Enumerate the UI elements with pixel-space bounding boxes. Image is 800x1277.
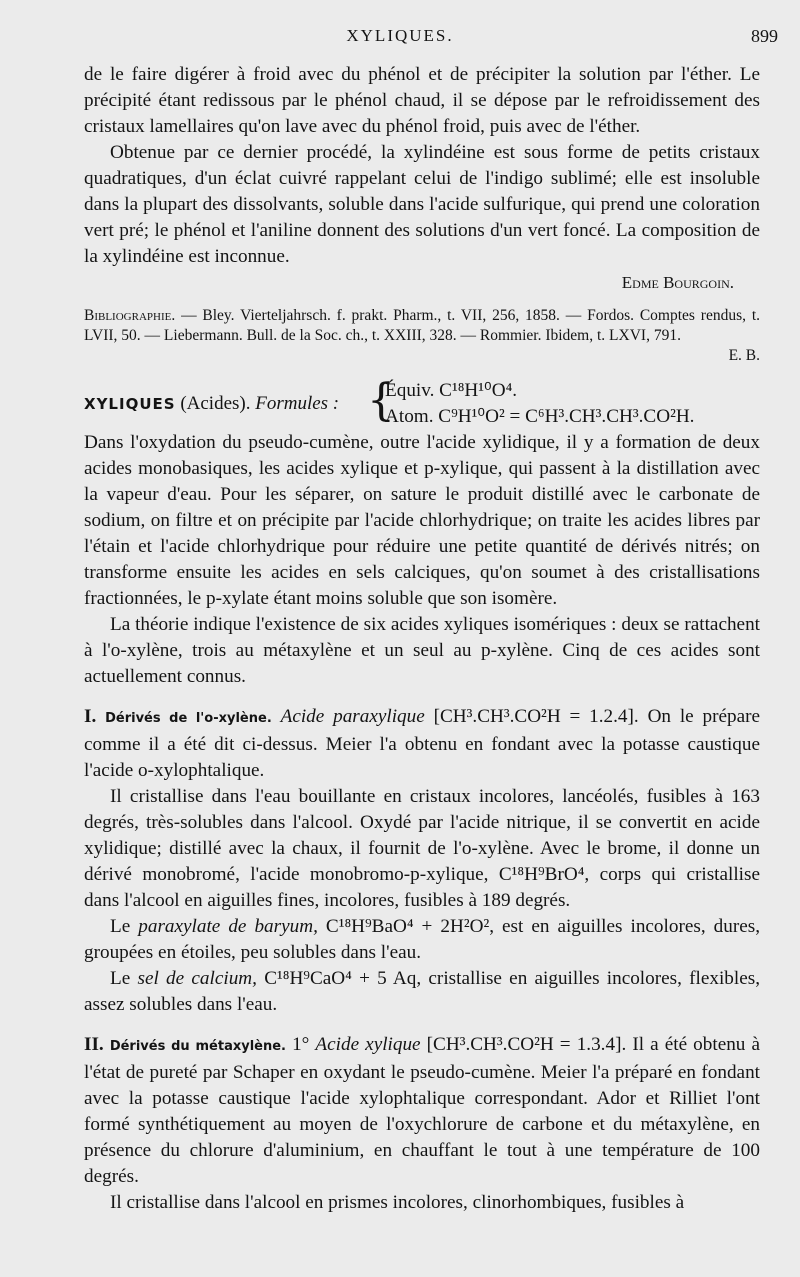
section-number: II. xyxy=(84,1034,104,1055)
section-o-xylene xyxy=(84,704,760,1018)
paragraph-xylindeine-properties: Obtenue par ce dernier procédé, la xylindéine est sous forme de petits cristaux quadratiques, d'un éclat cuivré rappelant celui de l'indigo sublimé; elle est insoluble dans la plupart des dissolvants, soluble dans l'acide sulfurique, qui prend une coloration vert pré; le phénol et l'aniline donnent des solutions d'un vert foncé. La composition de la xylindéine est inconnue. xyxy=(84,142,760,267)
section-metaxylene xyxy=(84,1032,760,1216)
paragraph-isomers: La théorie indique l'existence de six acides xyliques isomériques : deux se rattachent à l'o-xylène, trois au métaxylène et un seul au p-xylène. Cinq de ces acides sont actuellement connus. xyxy=(84,614,760,687)
paragraph-oxidation: Dans l'oxydation du pseudo-cumène, outre l'acide xylidique, il y a formation de deux acides monobasiques, les acides xylique et p-xylique, qui passent à la distillation avec la vapeur d'eau. Pour les séparer, on sature le produit distillé avec le carbonate de sodium, on filtre et on précipite par l'acide chlorhydrique; on traite les acides libres par l'étain et l'acide chlorhydrique pour réduire une petite quantité de dérivés nitrés; on transforme ensuite les acides en sels calciques, qu'on soumet à des cristallisations fractionnées, le p-xylate étant moins soluble que son isomère. xyxy=(84,432,760,609)
bibliography-label: Bibliographie. xyxy=(84,307,176,324)
paragraph-xylic-crystallization: Il cristallise dans l'alcool en prismes incolores, clinorhombiques, fusibles à xyxy=(110,1192,685,1213)
calcium-salt-name: sel de calcium, xyxy=(137,968,257,989)
running-head: XYLIQUES. xyxy=(346,26,454,45)
paragraph-barium-salt xyxy=(84,914,760,966)
acid-formula: [CH³.CH³.CO²H = 1.2.4]. xyxy=(433,706,639,727)
page-number: 899 xyxy=(751,26,778,46)
article-heading xyxy=(84,375,760,430)
article-title-main: XYLIQUES xyxy=(84,395,176,413)
acid-name: Acide xylique xyxy=(315,1034,421,1055)
section-number: I. xyxy=(84,706,97,727)
page-header xyxy=(0,26,800,52)
section-o-xylene-intro xyxy=(84,704,760,784)
barium-lead: Le xyxy=(110,916,131,937)
paragraph-calcium-salt xyxy=(84,966,760,1018)
calcium-lead: Le xyxy=(110,968,131,989)
paragraph-crystallization: Il cristallise dans l'eau bouillante en cristaux incolores, lancéolés, fusibles à 163 degrés, très-solubles dans l'alcool. Oxydé par l'acide nitrique, il se convertit en acide xylidique; distillé avec la chaux, il fournit de l'o-xylène. Avec le brome, il donne un dérivé monobromé, l'acide monobromo-p-xylique, C¹⁸H⁹BrO⁴, corps qui cristallise dans l'alcool en aiguilles fines, incolores, fusibles à 189 degrés. xyxy=(84,786,760,911)
article-title-suffix: (Acides). xyxy=(175,393,251,414)
acid-formula: [CH³.CH³.CO²H = 1.3.4]. xyxy=(426,1034,627,1055)
bibliography-initials: E. B. xyxy=(728,347,760,364)
section-intro-text: Il a été obtenu à l'état de pureté par Schaper en oxydant le pseudo-cumène. Meier l'a préparé en fondant avec la potasse caustique l'acide xylophtalique correspondant. Ador et Rilliet l'ont formé synthétiquement au moyen de l'oxychlorure de carbone et du métaxylène, en présence du chlorure d'aluminium, en chauffant le tout à une température de 100 degrés. xyxy=(84,1034,760,1187)
section-metaxylene-intro xyxy=(84,1032,760,1190)
page-body xyxy=(84,62,760,1216)
formulas-label: Formules : xyxy=(255,393,340,414)
acid-number: 1° xyxy=(292,1034,310,1055)
author-signature: Edme Bourgoin. xyxy=(621,273,734,292)
formula-brace: { xyxy=(367,375,395,426)
article-title xyxy=(84,391,339,417)
formula-equiv: Équiv. C¹⁸H¹⁰O⁴. xyxy=(385,380,518,401)
bibliography-text: — Bley. Vierteljahrsch. f. prakt. Pharm., t. VII, 256, 1858. — Fordos. Comptes rendus, t. LVII, 50. — Liebermann. Bull. de la Soc. ch., t. XXIII, 328. — Rommier. Ibidem, t. LXVI, 791. xyxy=(84,307,761,344)
calcium-salt-text: C¹⁸H⁹CaO⁴ + 5 Aq, cristallise en aiguilles incolores, flexibles, assez solubles dans l'eau. xyxy=(84,968,761,1015)
barium-salt-name: paraxylate de baryum, xyxy=(138,916,318,937)
section-intro-text: On le prépare comme il a été dit ci-dessus. Meier l'a obtenu en fondant avec la potasse caustique l'acide o-xylophtalique. xyxy=(84,706,761,781)
section-heading: Dérivés de l'o-xylène. xyxy=(105,711,272,726)
paragraph-continuation: de le faire digérer à froid avec du phénol et de précipiter la solution par l'éther. Le précipité étant redissous par le phénol chaud, il se dépose par le refroidissement des cristaux lamellaires qu'on lave avec du phénol froid, puis avec de l'éther. xyxy=(84,64,760,137)
barium-salt-text: C¹⁸H⁹BaO⁴ + 2H²O², est en aiguilles incolores, dures, groupées en étoiles, peu solubles dans l'eau. xyxy=(84,916,760,963)
acid-name: Acide paraxylique xyxy=(280,706,425,727)
bibliography xyxy=(84,306,760,366)
formula-atom: Atom. C⁹H¹⁰O² = C⁶H³.CH³.CH³.CO²H. xyxy=(385,406,695,427)
section-heading: Dérivés du métaxylène. xyxy=(109,1039,286,1054)
